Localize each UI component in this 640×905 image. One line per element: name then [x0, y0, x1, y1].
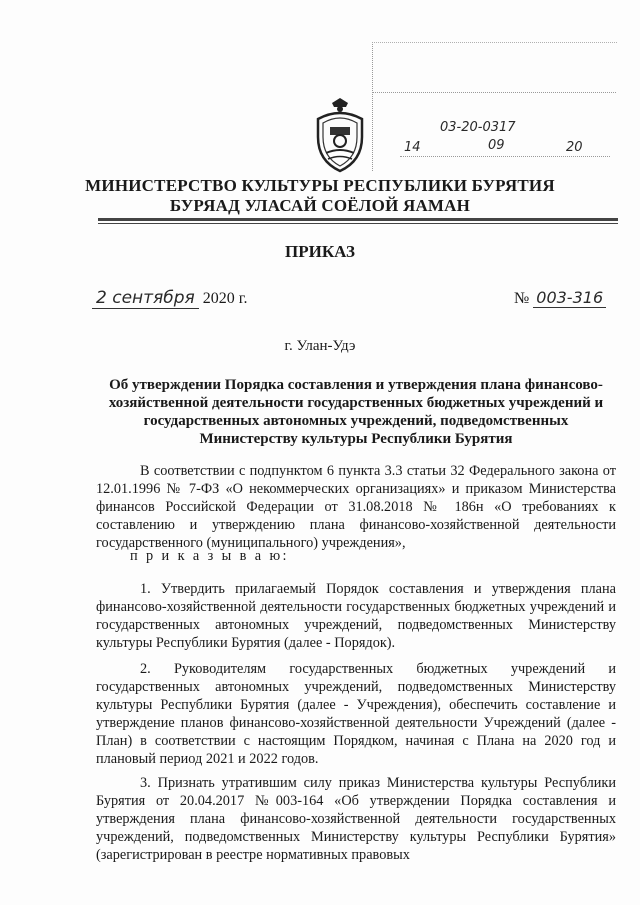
order-number-handwritten: 003-316	[533, 288, 606, 308]
document-type: ПРИКАЗ	[285, 242, 355, 261]
stamp-month: 09	[488, 138, 505, 153]
stamp-date-line	[400, 156, 610, 157]
stamp-year: 20	[566, 140, 583, 155]
header-rule-thick	[98, 218, 618, 221]
ministry-name-ru: МИНИСТЕРСТВО КУЛЬТУРЫ РЕСПУБЛИКИ БУРЯТИЯ	[85, 176, 555, 195]
order-number	[514, 288, 606, 308]
subject-line: хозяйственной деятельности государственных бюджетных учреждений и	[108, 395, 604, 411]
order-item-1: 1. Утвердить прилагаемый Порядок составления и утверждения плана финансово-хозяйственной деятельности государственных бюджетных учреждений и государственных автономных учреждений, подведомственных Министерству культуры Республики Бурятия (далее - Порядок).	[96, 581, 616, 651]
order-subject	[98, 376, 614, 448]
order-date-year: 2020 г.	[202, 290, 248, 307]
preamble-paragraph: В соответствии с подпунктом 6 пункта 3.3 статьи 32 Федерального закона от 12.01.1996 № 7-ФЗ «О некоммерческих организациях» и приказом Министерства финансов Российской Федерации от 31.08.2018 № 186н «О требованиях к составлению и утверждению плана финансово-хозяйственной деятельности государственного (муниципального) учреждения»,	[96, 463, 616, 551]
coat-of-arms-emblem	[310, 97, 370, 173]
subject-line: Об утверждении Порядка составления и утверждения плана финансово-	[109, 377, 603, 393]
stamp-divider	[372, 92, 616, 93]
header-rule-thin	[98, 223, 618, 224]
ministry-name-bur: БУРЯАД УЛАСАЙ СОЁЛОЙ ЯАМАН	[169, 196, 471, 215]
subject-line: государственных автономных учреждений, подведомственных	[143, 413, 569, 429]
stamp-reg-number: 03-20-0317	[440, 120, 516, 135]
stamp-day: 14	[404, 140, 421, 155]
order-city: г. Улан-Удэ	[284, 338, 356, 354]
order-item-2: 2. Руководителям государственных бюджетных учреждений и государственных автономных учреждений, подведомственных Министерству культуры Республики Бурятия (далее - Учреждения), обеспечить составление и утверждение планов финансово-хозяйственной деятельности Учреждений (далее - План) в соответствии с настоящим Порядком, начиная с Плана на 2020 год и плановый период 2021 и 2022 годов.	[96, 661, 616, 767]
order-date	[92, 288, 248, 308]
order-date-handwritten: 2 сентября	[92, 288, 199, 309]
order-item-3: 3. Признать утратившим силу приказ Министерства культуры Республики Бурятия от 20.04.2017 №003-164 «Об утверждении Порядка составления и утверждения плана финансово-хозяйственной деятельности государственных учреждений, подведомственных Министерству культуры Республики Бурятия» (зарегистрирован в реестре нормативных правовых	[96, 775, 616, 863]
order-word: п р и к а з ы в а ю:	[130, 548, 289, 564]
order-number-prefix: №	[514, 290, 530, 307]
subject-line: Министерству культуры Республики Бурятия	[199, 431, 513, 447]
